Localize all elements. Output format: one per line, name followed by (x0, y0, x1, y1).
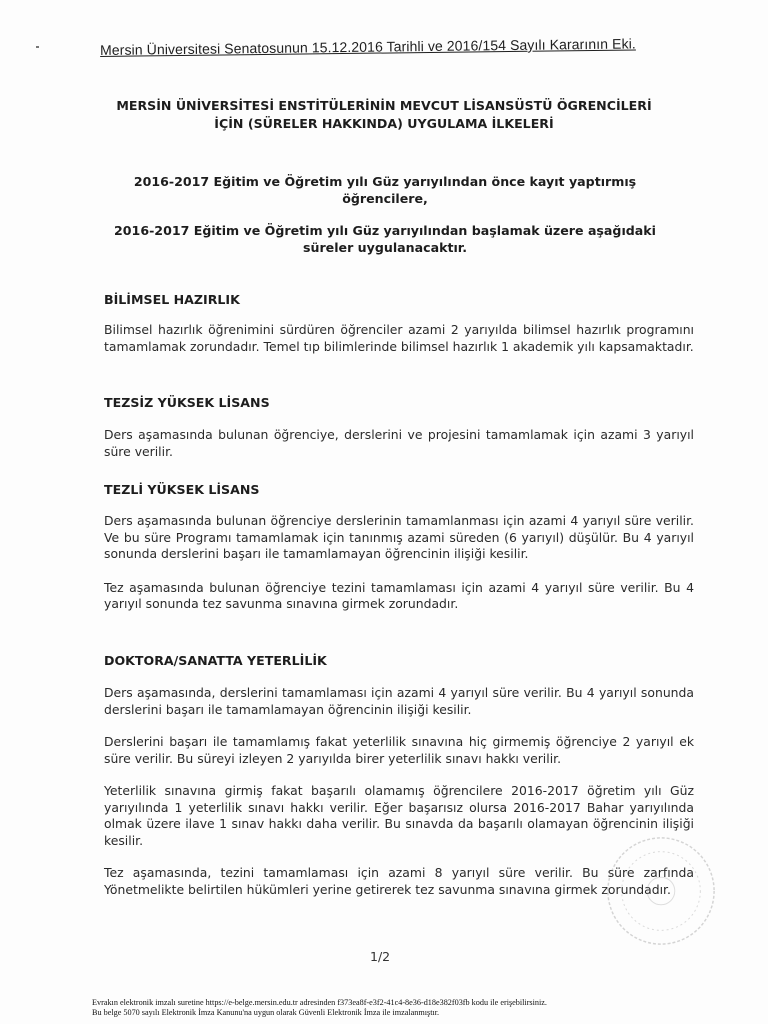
section-heading: TEZSİZ YÜKSEK LİSANS (104, 395, 270, 410)
paragraph: Yeterlilik sınavına girmiş fakat başarılı olamamış öğrencilere 2016-2017 öğretim yılı Güz yarıyılında 1 yeterlilik sınavı hakkı verilir. Eğer başarısız olursa 2016-2017 Bahar yarıyılında olmak üzere ilave 1 sınav hakkı daha verilir. Bu sınavda da başarılı olamayan öğrencinin ilişiği kesilir. (104, 783, 694, 848)
section-heading: DOKTORA/SANATTA YETERLİLİK (104, 653, 327, 668)
paragraph: Ders aşamasında, derslerini tamamlaması için azami 4 yarıyıl süre verilir. Bu 4 yarıyıl sonunda derslerini başarı ile tamamlamayan öğrencinin ilişiği kesilir. (104, 685, 694, 717)
header-reference: Mersin Üniversitesi Senatosunun 15.12.2016 Tarihli ve 2016/154 Sayılı Kararının Eki. (100, 35, 636, 58)
title-line-1: MERSİN ÜNİVERSİTESİ ENSTİTÜLERİNİN MEVCUT LİSANSÜSTÜ ÖGRENCİLERİ (116, 98, 652, 113)
paragraph: Ders aşamasında bulunan öğrenciye derslerinin tamamlanması için azami 4 yarıyıl süre verilir. Ve bu süre Programı tamamlamak için tanınmış azami süreden (6 yarıyıl) düşülür. Bu 4 yarıyıl sonunda derslerini başarı ile tamamlamayan öğrencinin ilişiği kesilir. (104, 513, 694, 561)
paragraph: Derslerini başarı ile tamamlamış fakat yeterlilik sınavına hiç girmemiş öğrenciye 2 yarıyıl ek süre verilir. Bu süreyi izleyen 2 yarıyılda birer yeterlilik sınavı hakkı verilir. (104, 734, 694, 766)
footer-line-2: Bu belge 5070 sayılı Elektronik İmza Kanunu'na uygun olarak Güvenli Elektronik İmza ile imzalanmıştır. (92, 1008, 440, 1017)
section-heading: BİLİMSEL HAZIRLIK (104, 292, 240, 307)
section-tezsiz-yuksek-lisans (104, 395, 694, 460)
document-title (90, 97, 678, 133)
e-signature-footer (92, 998, 732, 1018)
section-bilimsel-hazirlik (104, 292, 694, 355)
scan-speck (36, 46, 39, 48)
paragraph: Tez aşamasında, tezini tamamlaması için azami 8 yarıyıl süre verilir. Bu süre zarfında Yönetmelikte belirtilen hükümleri yerine getirerek tez savunma sınavına girmek zorundadır. (104, 865, 694, 897)
title-line-2: İÇİN (SÜRELER HAKKINDA) UYGULAMA İLKELERİ (214, 116, 554, 131)
section-tezli-yuksek-lisans (104, 482, 694, 613)
paragraph: Ders aşamasında bulunan öğrenciye, derslerini ve projesini tamamlamak için azami 3 yarıyıl süre verilir. (104, 427, 694, 459)
section-heading: TEZLİ YÜKSEK LİSANS (104, 482, 260, 497)
footer-line-1: Evrakın elektronik imzalı suretine https://e-belge.mersin.edu.tr adresinden f373ea8f-e3f2-41c4-8e36-d18e382f03fb kodu ile erişebilirsiniz. (92, 998, 547, 1007)
subtitle-2: 2016-2017 Eğitim ve Öğretim yılı Güz yarıyılından başlamak üzere aşağıdaki süreler uygulanacaktır. (114, 223, 656, 255)
paragraph: Tez aşamasında bulunan öğrenciye tezini tamamlaması için azami 4 yarıyıl süre verilir. Bu 4 yarıyıl sonunda tez savunma sınavına girmek zorundadır. (104, 579, 694, 611)
page-number: 1/2 (370, 949, 391, 964)
subtitle-1: 2016-2017 Eğitim ve Öğretim yılı Güz yarıyılından önce kayıt yaptırmış öğrencilere, (133, 174, 637, 206)
faded-seal-stamp (602, 832, 720, 950)
paragraph: Bilimsel hazırlık öğrenimini sürdüren öğrenciler azami 2 yarıyılda bilimsel hazırlık programını tamamlamak zorundadır. Temel tıp bilimlerinde bilimsel hazırlık 1 akademik yılı kapsamaktadır. (104, 322, 694, 354)
